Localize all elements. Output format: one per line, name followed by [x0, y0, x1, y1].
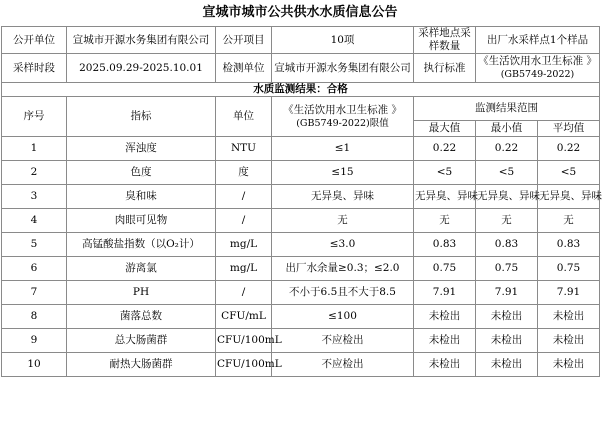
- sample-label: 采样地点采样数量: [414, 27, 476, 54]
- project-label: 公开项目: [216, 27, 272, 54]
- row-indicator: 总大肠菌群: [67, 329, 216, 353]
- unit-label: 公开单位: [2, 27, 67, 54]
- row-unit: /: [216, 185, 272, 209]
- table-row: [2, 353, 600, 377]
- time-value: 2025.09.29-2025.10.01: [67, 54, 216, 83]
- row-unit: CFU/mL: [216, 305, 272, 329]
- row-indicator: 浑浊度: [67, 137, 216, 161]
- row-max: 无异臭、异味: [414, 185, 476, 209]
- row-seq: 6: [2, 257, 67, 281]
- row-min: 0.75: [476, 257, 538, 281]
- table-row: [2, 305, 600, 329]
- row-limit: 不应检出: [272, 353, 414, 377]
- header-unit: 单位: [216, 97, 272, 137]
- header-limit-line1: 《生活饮用水卫生标准 》: [283, 103, 402, 116]
- row-unit: CFU/100mL: [216, 353, 272, 377]
- project-value: 10项: [272, 27, 414, 54]
- row-min: 未检出: [476, 353, 538, 377]
- test-unit-label: 检测单位: [216, 54, 272, 83]
- row-avg: 无异臭、异味: [538, 185, 600, 209]
- row-min: <5: [476, 161, 538, 185]
- page-title: 宣城市城市公共供水水质信息公告: [202, 5, 398, 20]
- row-limit: 出厂水余量≥0.3；≤2.0: [272, 257, 414, 281]
- row-seq: 2: [2, 161, 67, 185]
- row-unit: /: [216, 281, 272, 305]
- row-avg: 未检出: [538, 305, 600, 329]
- table-row: [2, 137, 600, 161]
- table-row: [2, 185, 600, 209]
- row-limit: ≤3.0: [272, 233, 414, 257]
- row-unit: /: [216, 209, 272, 233]
- row-max: 0.22: [414, 137, 476, 161]
- row-avg: 0.75: [538, 257, 600, 281]
- row-seq: 10: [2, 353, 67, 377]
- row-avg: 未检出: [538, 353, 600, 377]
- row-limit: ≤15: [272, 161, 414, 185]
- row-avg: 未检出: [538, 329, 600, 353]
- row-max: 未检出: [414, 353, 476, 377]
- standard-label: 执行标准: [414, 54, 476, 83]
- row-indicator: 游离氯: [67, 257, 216, 281]
- table-row: [2, 161, 600, 185]
- row-avg: 7.91: [538, 281, 600, 305]
- header-avg: 平均值: [538, 121, 600, 137]
- standard-value-line2: (GB5749-2022): [500, 69, 575, 80]
- water-quality-table: [1, 26, 600, 377]
- row-unit: CFU/100mL: [216, 329, 272, 353]
- standard-value-line1: 《生活饮用水卫生标准 》: [478, 55, 597, 67]
- row-limit: 无: [272, 209, 414, 233]
- row-avg: <5: [538, 161, 600, 185]
- header-max: 最大值: [414, 121, 476, 137]
- row-seq: 1: [2, 137, 67, 161]
- row-limit: 无异臭、异味: [272, 185, 414, 209]
- row-avg: 无: [538, 209, 600, 233]
- row-limit: 不小于6.5且不大于8.5: [272, 281, 414, 305]
- row-indicator: 臭和味: [67, 185, 216, 209]
- row-min: 7.91: [476, 281, 538, 305]
- header-seq: 序号: [2, 97, 67, 137]
- row-max: 未检出: [414, 305, 476, 329]
- row-limit: ≤1: [272, 137, 414, 161]
- row-unit: mg/L: [216, 257, 272, 281]
- sample-value: 出厂水采样点1个样品: [476, 27, 600, 54]
- header-limit: [272, 97, 414, 137]
- table-row: [2, 329, 600, 353]
- standard-value: [476, 54, 600, 83]
- row-avg: 0.22: [538, 137, 600, 161]
- row-seq: 8: [2, 305, 67, 329]
- header-limit-line2: (GB5749-2022)限值: [296, 117, 389, 129]
- row-indicator: 耐热大肠菌群: [67, 353, 216, 377]
- row-unit: mg/L: [216, 233, 272, 257]
- header-range: 监测结果范围: [414, 97, 600, 121]
- row-max: 0.75: [414, 257, 476, 281]
- test-unit-value: 宣城市开源水务集团有限公司: [272, 54, 414, 83]
- time-label: 采样时段: [2, 54, 67, 83]
- row-indicator: 色度: [67, 161, 216, 185]
- row-min: 未检出: [476, 329, 538, 353]
- header-indicator: 指标: [67, 97, 216, 137]
- result-title: 水质监测结果：合格: [2, 83, 600, 97]
- row-avg: 0.83: [538, 233, 600, 257]
- row-max: 未检出: [414, 329, 476, 353]
- row-limit: ≤100: [272, 305, 414, 329]
- row-indicator: PH: [67, 281, 216, 305]
- row-unit: 度: [216, 161, 272, 185]
- row-seq: 3: [2, 185, 67, 209]
- row-unit: NTU: [216, 137, 272, 161]
- row-min: 未检出: [476, 305, 538, 329]
- row-seq: 4: [2, 209, 67, 233]
- unit-value: 宣城市开源水务集团有限公司: [67, 27, 216, 54]
- row-seq: 5: [2, 233, 67, 257]
- row-seq: 9: [2, 329, 67, 353]
- row-indicator: 高锰酸盐指数（以O₂计）: [67, 233, 216, 257]
- row-seq: 7: [2, 281, 67, 305]
- row-limit: 不应检出: [272, 329, 414, 353]
- row-min: 0.22: [476, 137, 538, 161]
- row-min: 0.83: [476, 233, 538, 257]
- row-max: 0.83: [414, 233, 476, 257]
- table-row: [2, 233, 600, 257]
- row-max: 无: [414, 209, 476, 233]
- table-row: [2, 257, 600, 281]
- row-max: 7.91: [414, 281, 476, 305]
- row-min: 无: [476, 209, 538, 233]
- row-indicator: 肉眼可见物: [67, 209, 216, 233]
- table-row: [2, 281, 600, 305]
- header-min: 最小值: [476, 121, 538, 137]
- row-max: <5: [414, 161, 476, 185]
- row-min: 无异臭、异味: [476, 185, 538, 209]
- row-indicator: 菌落总数: [67, 305, 216, 329]
- table-row: [2, 209, 600, 233]
